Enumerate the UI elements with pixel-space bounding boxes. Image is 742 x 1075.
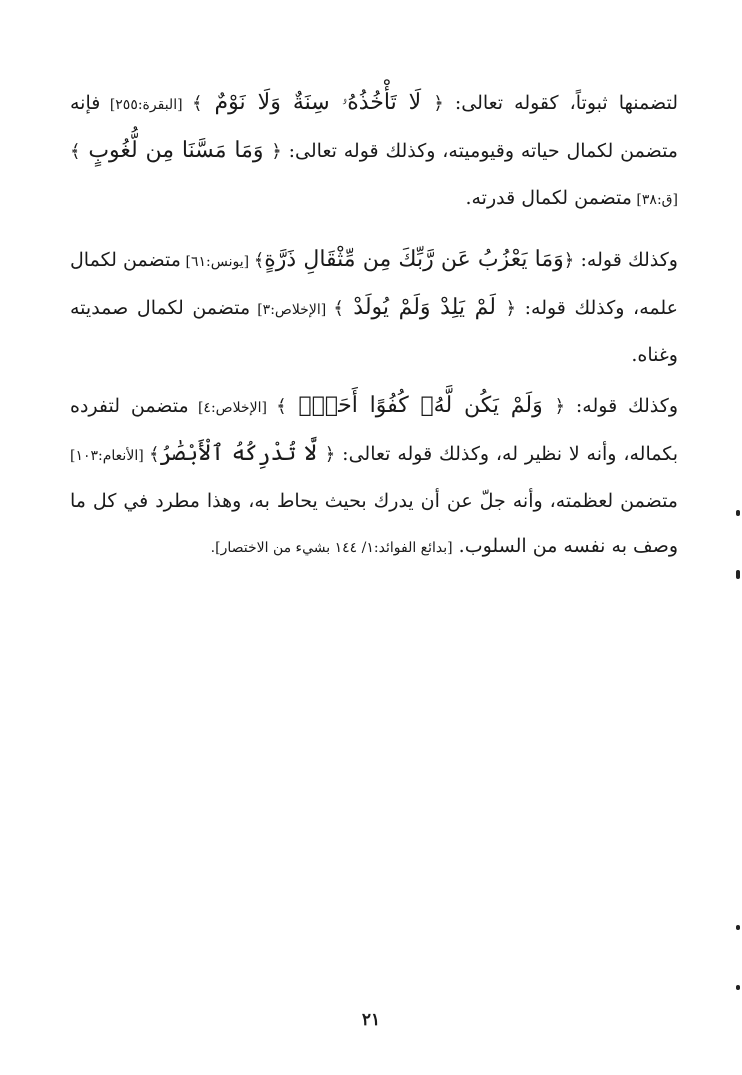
quran-verse: وَلَمْ يَكُن لَّهُۥ كُفُوًا أَحَدٌۢ (286, 393, 555, 418)
verse-reference: [الإخلاص:٤] (188, 400, 277, 416)
source-citation: [بدائع الفوائد:١/ ١٤٤ بشيء من الاختصار]. (210, 540, 453, 556)
quran-bracket-open: ﴿ (554, 396, 566, 417)
quran-bracket-close: ﴾ (192, 93, 203, 114)
quran-bracket-open: ﴿ (563, 250, 575, 271)
verse-reference: [البقرة:٢٥٥] (100, 97, 192, 113)
quran-bracket-close: ﴾ (253, 250, 265, 271)
body-text: وكذلك قوله: (574, 249, 678, 271)
paragraph-2-text (70, 237, 678, 378)
verse-reference: [الأنعام:١٠٣] (70, 448, 149, 464)
body-text: فإنه متضمن لكمال حياته وقيوميته، وكذلك قوله تعالى: (70, 92, 678, 162)
page-number: ٢١ (361, 1010, 381, 1030)
body-text: متضمن لكمال علمه، وكذلك قوله: (70, 249, 678, 319)
body-text: متضمن لعظمته، وأنه جلّ عن أن يدرك بحيث يحاط به، وهذا مطرد في كل ما وصف به نفسه من السلوب. (70, 490, 678, 557)
paragraph-1 (70, 80, 678, 223)
quran-verse: وَمَا يَعْزُبُ عَن رَّبِّكَ مِن مِّثْقَالِ ذَرَّةٍ (264, 247, 564, 272)
scan-mark (736, 570, 740, 579)
quran-bracket-open: ﴿ (433, 93, 444, 114)
quran-bracket-close: ﴾ (148, 444, 160, 465)
quran-bracket-close: ﴾ (276, 396, 287, 417)
scan-mark (736, 985, 740, 990)
body-text: لتضمنها ثبوتاً، كقوله تعالى: (443, 92, 678, 114)
quran-bracket-open: ﴿ (324, 444, 336, 465)
body-text: وكذلك قوله: (565, 395, 678, 417)
quran-verse: لَّا تُدْرِكُهُ ٱلْأَبْصَٰرُ (159, 441, 325, 466)
paragraph-3-text (70, 383, 678, 571)
body-text: متضمن لكمال صمديته وغناه. (70, 297, 678, 366)
verse-reference: [يونس:٦١] (180, 254, 254, 270)
verse-reference: [الإخلاص:٣] (250, 302, 334, 318)
scan-mark (736, 925, 740, 930)
quran-verse: لَمْ يَلِدْ وَلَمْ يُولَدْ (343, 295, 506, 320)
quran-bracket-close: ﴾ (333, 298, 344, 319)
scan-mark (736, 510, 740, 516)
quran-bracket-open: ﴿ (505, 298, 517, 319)
quran-bracket-open: ﴿ (271, 141, 282, 162)
quran-verse: لَا تَأْخُذُهُۥ سِنَةٌ وَلَا نَوْمٌ (202, 90, 434, 115)
paragraph-1-text (70, 80, 678, 223)
paragraph-3 (70, 383, 678, 571)
quran-verse: وَمَا مَسَّنَا مِن لُّغُوبٍ (80, 138, 272, 163)
paragraph-2 (70, 237, 678, 378)
body-text: متضمن لكمال قدرته. (465, 187, 632, 209)
body-text: متضمن لتفرده بكماله، وأنه لا نظير له، وكذلك قوله تعالى: (70, 395, 678, 465)
verse-reference: [ق:٣٨] (631, 192, 678, 208)
quran-bracket-close: ﴾ (70, 141, 81, 162)
